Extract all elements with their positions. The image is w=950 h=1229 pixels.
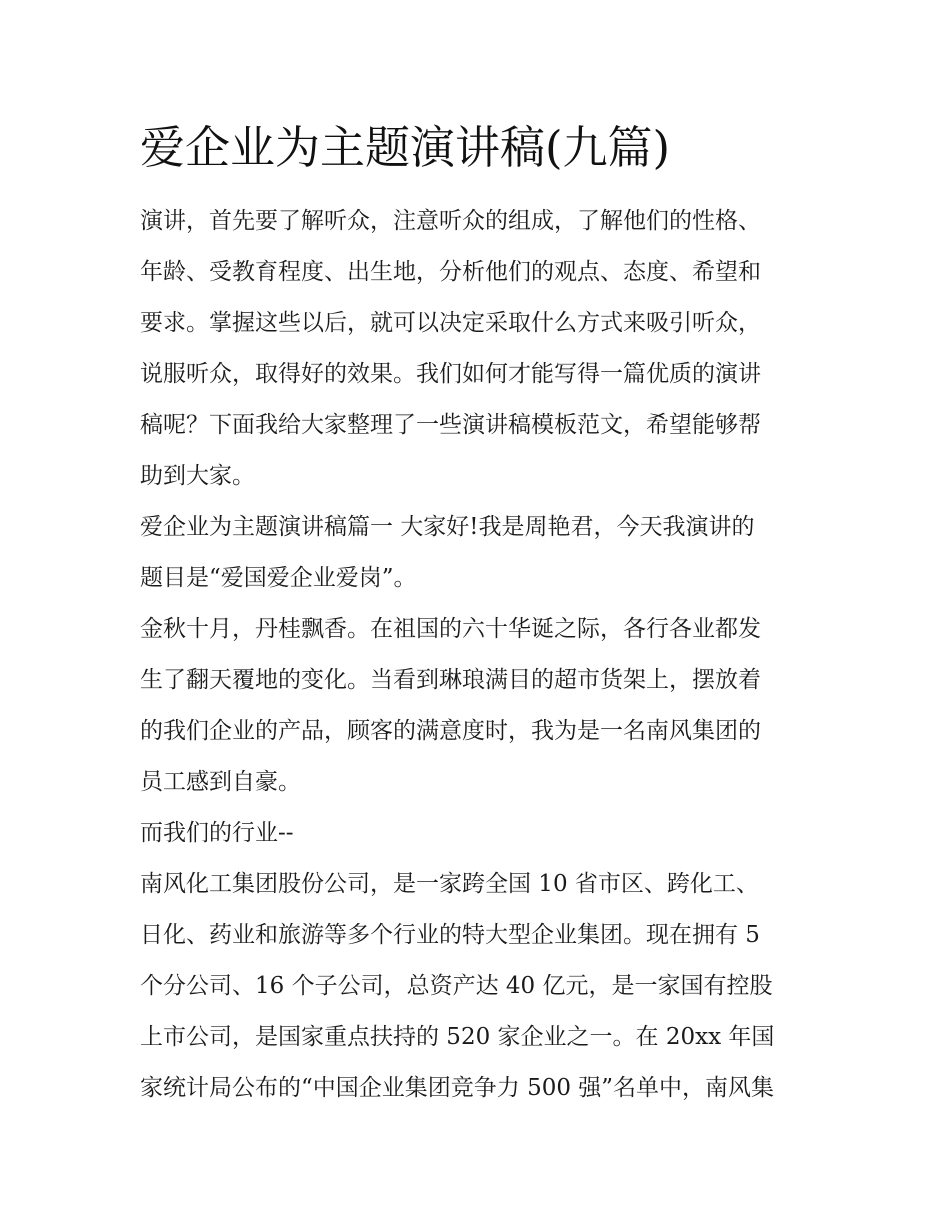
body-line: 员工感到自豪。 xyxy=(140,769,301,795)
body-line: 题目是“爱国爱企业爱岗”。 xyxy=(140,565,417,591)
body-line: 爱企业为主题演讲稿篇一 大家好!我是周艳君，今天我演讲的 xyxy=(140,514,755,540)
body-line: 上市公司，是国家重点扶持的 520 家企业之一。在 20xx 年国 xyxy=(140,1024,775,1050)
body-line: 要求。掌握这些以后，就可以决定采取什么方式来吸引听众， xyxy=(140,310,761,336)
body-line: 而我们的行业-- xyxy=(140,820,294,846)
body-line: 助到大家。 xyxy=(140,463,255,489)
body-line: 个分公司、16 个子公司，总资产达 40 亿元，是一家国有控股 xyxy=(140,973,773,999)
body-line: 日化、药业和旅游等多个行业的特大型企业集团。现在拥有 5 xyxy=(140,922,760,948)
body-line: 生了翻天覆地的变化。当看到琳琅满目的超市货架上，摆放着 xyxy=(140,667,761,693)
body-line: 稿呢？下面我给大家整理了一些演讲稿模板范文，希望能够帮 xyxy=(140,412,761,438)
body-line: 金秋十月，丹桂飘香。在祖国的六十华诞之际，各行各业都发 xyxy=(140,616,761,642)
body-line: 说服听众，取得好的效果。我们如何才能写得一篇优质的演讲 xyxy=(140,361,761,387)
body-line: 南风化工集团股份公司，是一家跨全国 10 省市区、跨化工、 xyxy=(140,871,759,897)
body-line: 家统计局公布的“中国企业集团竞争力 500 强”名单中，南风集 xyxy=(140,1075,775,1101)
body-line: 年龄、受教育程度、出生地，分析他们的观点、态度、希望和 xyxy=(140,259,761,285)
document-title: 爱企业为主题演讲稿(九篇) xyxy=(140,121,671,174)
body-line: 演讲，首先要了解听众，注意听众的组成，了解他们的性格、 xyxy=(140,208,761,234)
body-line: 的我们企业的产品，顾客的满意度时，我为是一名南风集团的 xyxy=(140,718,761,744)
